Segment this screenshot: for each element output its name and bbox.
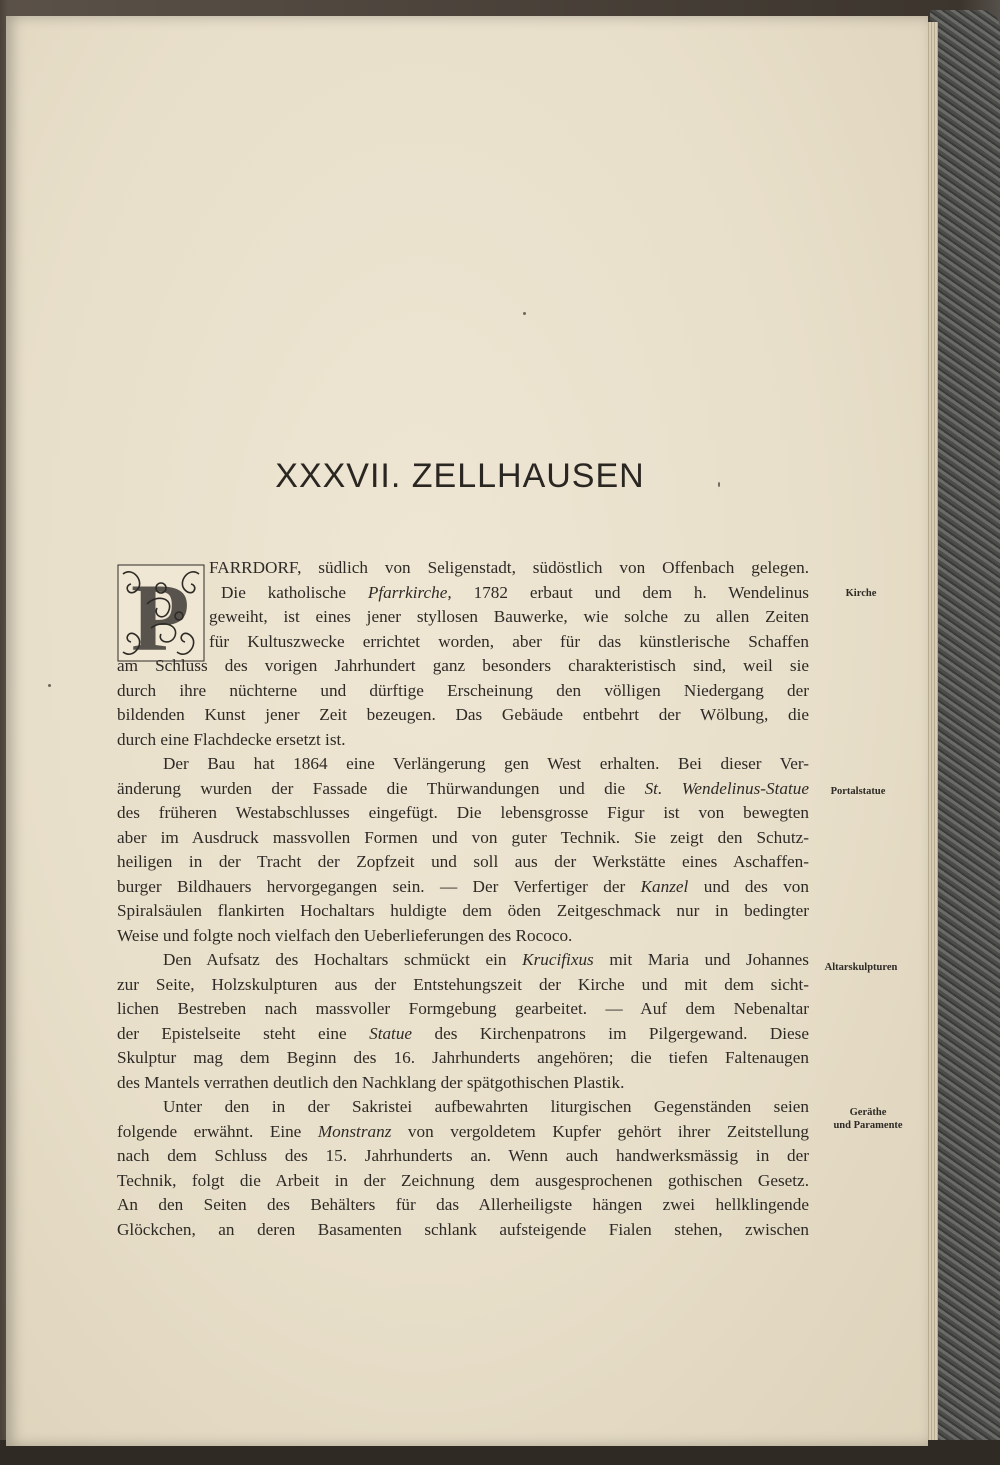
sidenote-geraethe-line2: und Paramente [833, 1120, 903, 1131]
text-line: Unter den in der Sakristei aufbewahrten liturgischen Gegenständen seien [163, 1097, 809, 1116]
italic-term: Krucifixus [522, 950, 594, 969]
text-line: Die katholische Pfarrkirche, 1782 erbaut und dem h. Wendelinus [221, 582, 809, 602]
italic-term: Statue [369, 1023, 413, 1043]
dropcap-letter: P [131, 564, 190, 662]
text-line: für Kultuszwecke errichtet worden, aber für das künstlerische Schaffen [209, 631, 809, 651]
italic-term: Kanzel [640, 876, 689, 896]
text-line: der Epistelseite steht eine Statue des Kirchenpatrons im Pilgergewand. Diese [117, 1023, 809, 1043]
text-line: des früheren Westabschlusses eingefügt. Die lebensgrosse Figur ist von bewegten [117, 803, 809, 822]
text-line: Der Bau hat 1864 eine Verlängerung gen West erhalten. Bei dieser Ver- [163, 754, 809, 773]
sidenote-kirche: Kirche [845, 588, 877, 599]
text-line: Den Aufsatz des Hochaltars schmückt ein Krucifixus mit Maria und Johannes [163, 950, 809, 969]
text-line: nach dem Schluss des 15. Jahrhunderts an. Wenn auch handwerksmässig in der [117, 1146, 809, 1165]
text-line: Weise und folgte noch vielfach den Ueberlieferungen des Rococo. [117, 925, 573, 945]
text-line: des Mantels verrathen deutlich den Nachklang der spätgothischen Plastik. [117, 1072, 625, 1092]
text-line: Spiralsäulen flankirten Hochaltars huldigte dem öden Zeitgeschmack nur in bedingter [117, 901, 809, 920]
text-line: Technik, folgt die Arbeit in der Zeichnung dem ausgesprochenen gothischen Gesetz. [117, 1170, 809, 1190]
sidenote-altarskulpturen: Altarskulpturen [824, 962, 898, 973]
sidenote-geraethe [820, 1106, 916, 1132]
text-line: An den Seiten des Behälters für das Allerheiligste hängen zwei hellklingende [117, 1195, 809, 1214]
text-line: folgende erwähnt. Eine Monstranz von vergoldetem Kupfer gehört ihrer Zeitstellung [117, 1121, 810, 1141]
text-line: änderung wurden der Fassade die Thürwandungen und die St. Wendelinus-Statue [117, 778, 809, 798]
paper-speck [523, 312, 526, 315]
text-line: durch eine Flachdecke ersetzt ist. [117, 729, 346, 749]
text-line: geweiht, ist eines jener styllosen Bauwerke, wie solche zu allen Zeiten [209, 607, 809, 626]
text-line: am Schluss des vorigen Jahrhundert ganz besonders charakteristisch sind, weil sie [117, 656, 809, 675]
text-line: aber im Ausdruck massvollen Formen und von guter Technik. Sie zeigt den Schutz- [117, 827, 809, 847]
italic-term: Pfarrkirche, [367, 582, 452, 602]
chapter-title: XXXVII. ZELLHAUSEN [275, 456, 645, 495]
paper-speck [48, 684, 51, 687]
text-line: FARRDORF, südlich von Seligenstadt, südöstlich von Offenbach gelegen. [209, 558, 809, 577]
sidenote-geraethe-line1: Geräthe [849, 1107, 887, 1118]
text-line: heiligen in der Tracht der Zopfzeit und soll aus der Werkstätte eines Aschaffen- [117, 852, 809, 871]
book-cover-edge [930, 10, 1000, 1465]
sidenote-portalstatue: Portalstatue [830, 786, 886, 797]
text-line: zur Seite, Holzskulpturen aus der Entstehungszeit der Kirche und mit dem sicht- [117, 974, 809, 994]
text-line: durch ihre nüchterne und dürftige Erscheinung den völligen Niedergang der [117, 680, 809, 700]
italic-term: St. Wendelinus-Statue [644, 778, 809, 798]
text-line: lichen Bestreben nach massvoller Formgebung gearbeitet. — Auf dem Nebenaltar [117, 999, 809, 1018]
italic-term: Monstranz [317, 1121, 392, 1141]
text-line: bildenden Kunst jener Zeit bezeugen. Das Gebäude entbehrt der Wölbung, die [117, 705, 809, 724]
text-line: Skulptur mag dem Beginn des 16. Jahrhunderts angehören; die tiefen Faltenaugen [117, 1048, 809, 1067]
text-line: Glöckchen, an deren Basamenten schlank aufsteigende Fialen stehen, zwischen [117, 1219, 809, 1239]
body-text [117, 556, 809, 1242]
text-line: burger Bildhauers hervorgegangen sein. — Der Verfertiger der Kanzel und des von [117, 876, 809, 896]
